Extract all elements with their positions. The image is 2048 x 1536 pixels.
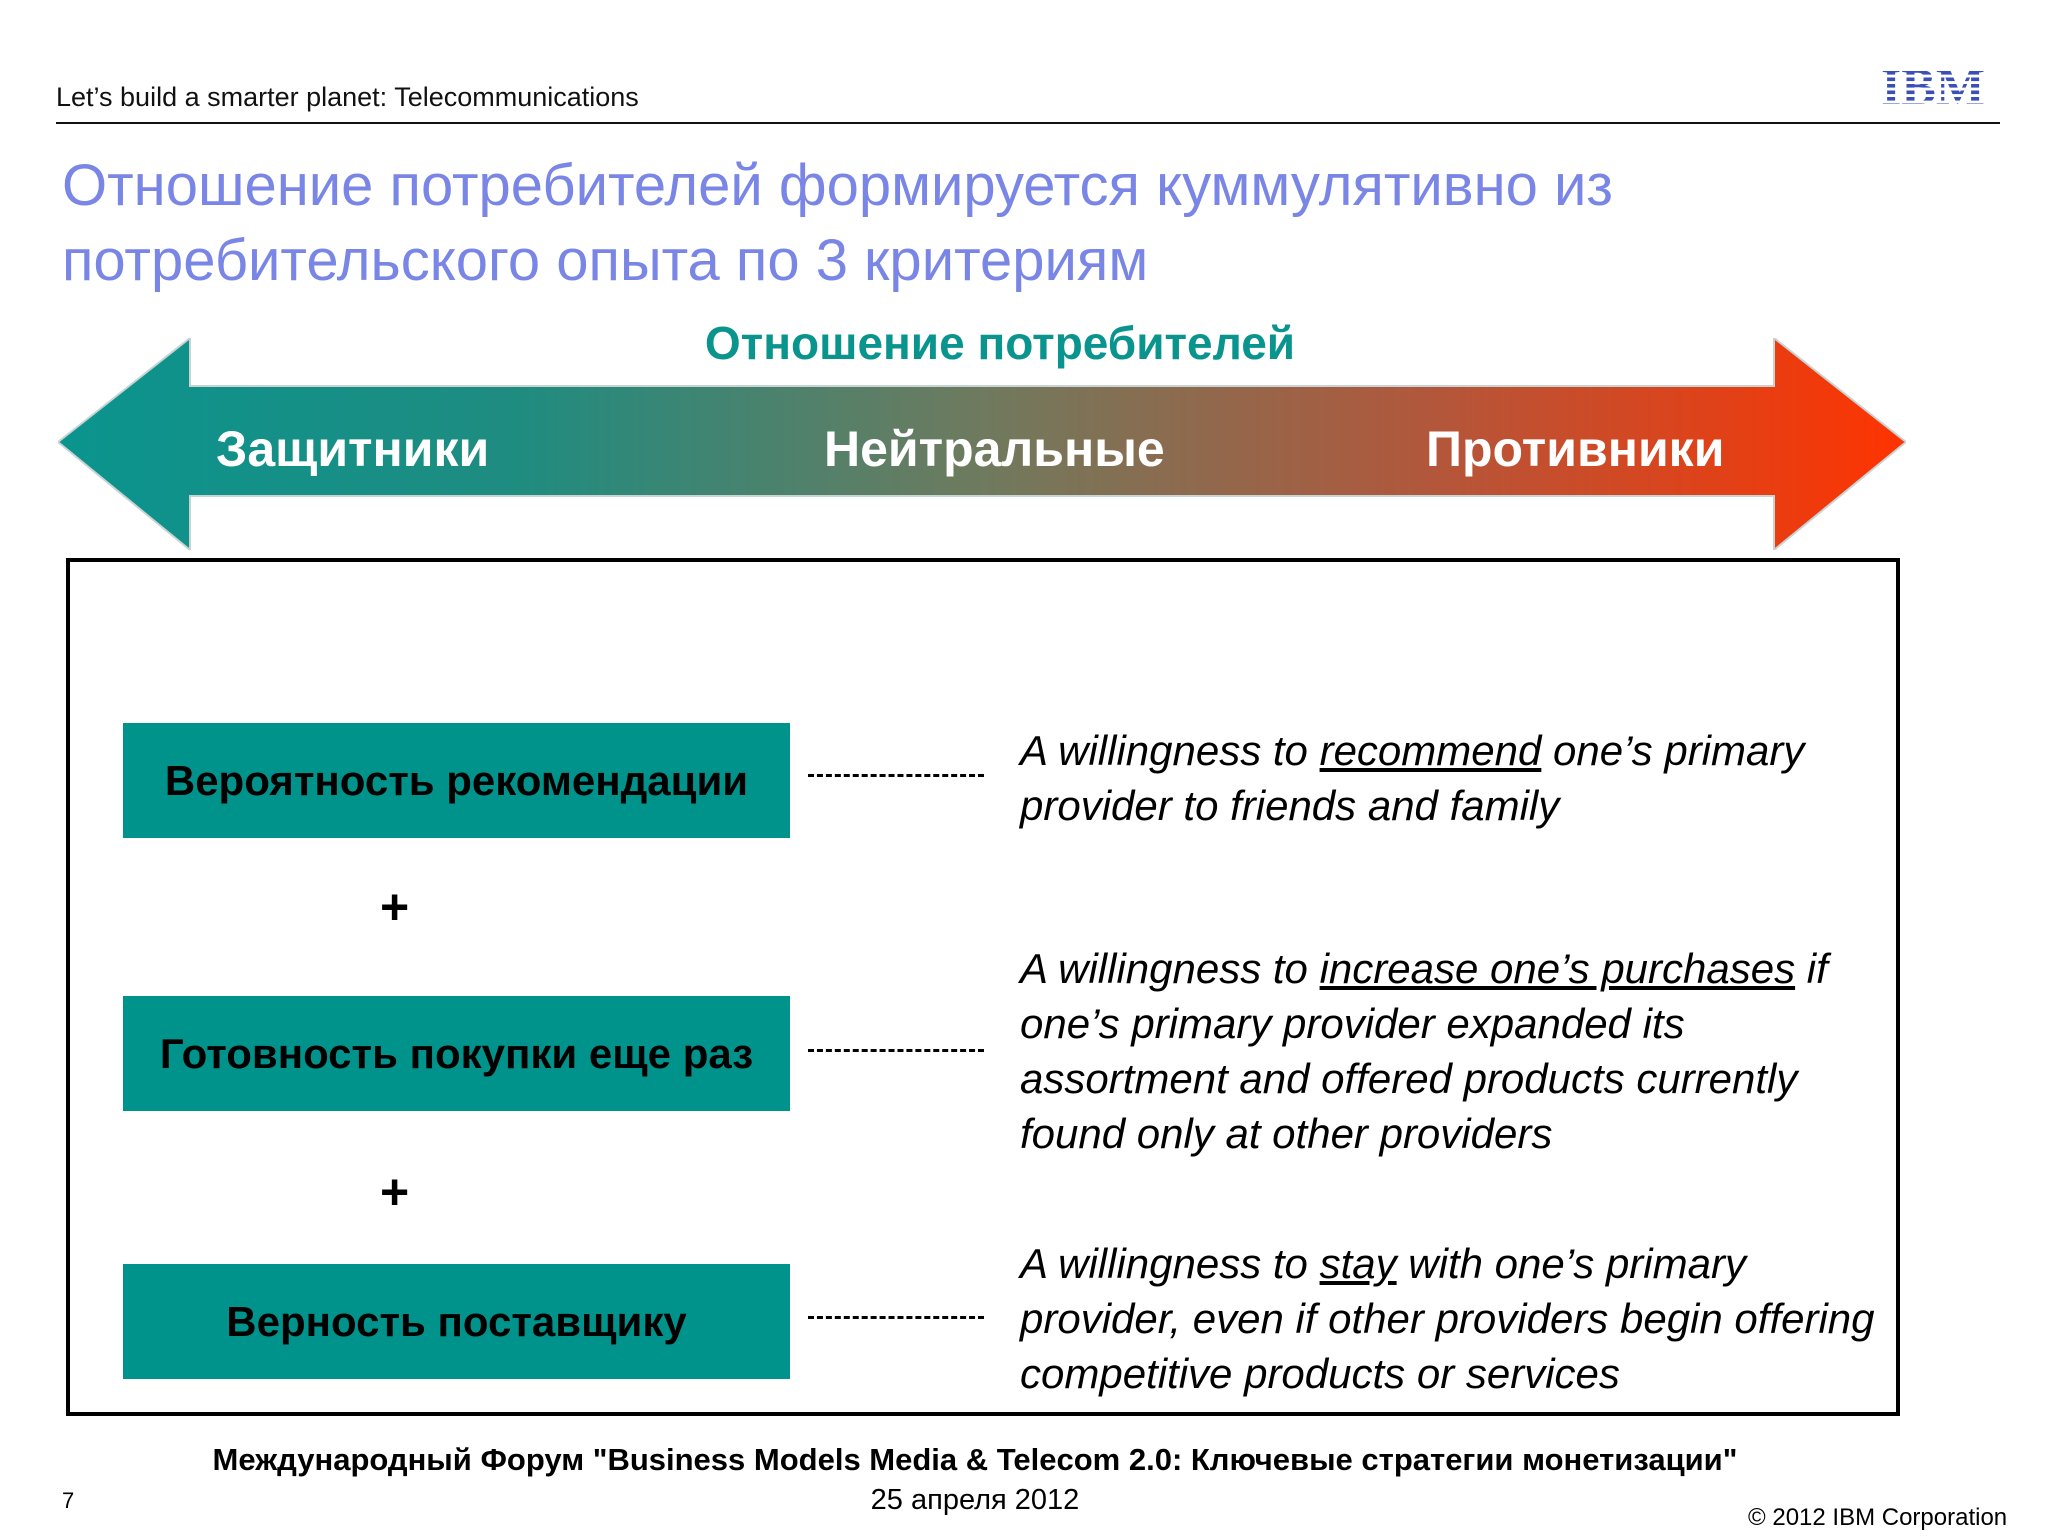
dash-connector	[808, 1049, 984, 1052]
header-divider	[56, 122, 2000, 124]
footer-forum: Международный Форум "Business Models Media & Telecom 2.0: Ключевые стратегии монетизации"	[212, 1442, 1738, 1477]
plus-sign: +	[380, 1164, 410, 1220]
page-number: 7	[62, 1488, 75, 1513]
keyword: recommend	[1319, 727, 1542, 774]
arrow-title: Отношение потребителей	[704, 317, 1296, 369]
ibm-logo-text: IBM	[1881, 59, 1985, 110]
segment-neutral: Нейтральные	[824, 421, 1165, 477]
criterion-description: A willingness to recommend one’s primary provider to friends and family	[1020, 727, 1805, 829]
criterion-box-loyalty: Верность поставщику	[123, 1264, 790, 1379]
header-subtitle: Let’s build a smarter planet: Telecommunications	[56, 82, 639, 112]
ibm-logo	[1876, 58, 1990, 110]
keyword: increase one’s purchases	[1319, 945, 1796, 992]
keyword: stay	[1319, 1240, 1397, 1287]
dash-connector	[808, 774, 984, 777]
segment-opponents: Противники	[1426, 421, 1725, 477]
plus-sign: +	[380, 879, 410, 935]
dash-connector	[808, 1316, 984, 1319]
criterion-description: A willingness to increase one’s purchases if one’s primary provider expanded its assortment and offered products currently found only at other providers	[1020, 945, 1828, 1157]
criterion-description: A willingness to stay with one’s primary provider, even if other providers begin offering competitive products or services	[1020, 1240, 1875, 1397]
copyright: © 2012 IBM Corporation	[1748, 1504, 2008, 1531]
segment-defenders: Защитники	[216, 421, 490, 477]
criterion-box-recommendation: Вероятность рекомендации	[123, 723, 790, 838]
slide-title: Отношение потребителей формируется куммулятивно из потребительского опыта по 3 критериям	[62, 153, 1613, 293]
criterion-box-repurchase: Готовность покупки еще раз	[123, 996, 790, 1111]
footer-date: 25 апреля 2012	[870, 1484, 1080, 1516]
